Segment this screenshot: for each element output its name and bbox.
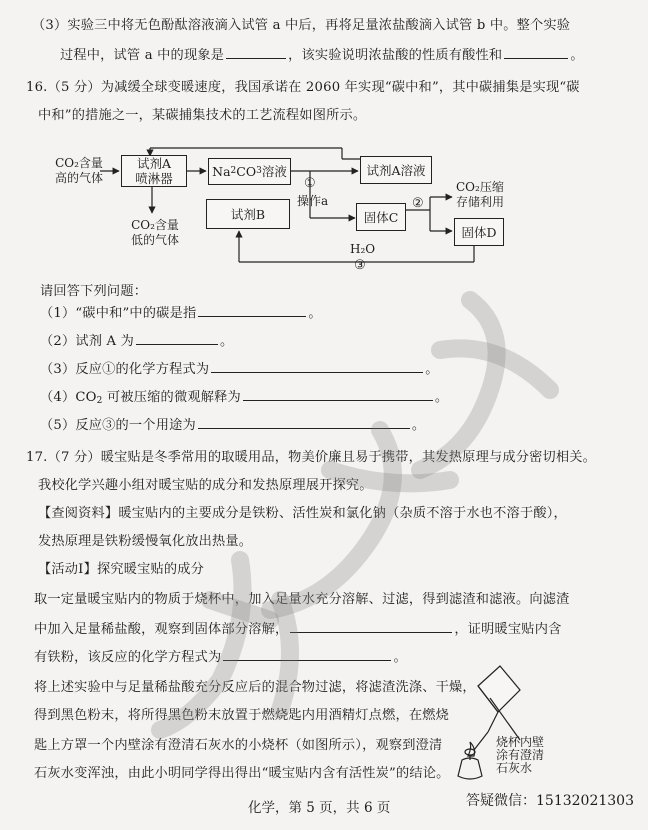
- low-gas-label-a: CO₂含量: [131, 218, 179, 232]
- spray-box-line-a: 试剂A: [136, 156, 172, 171]
- co2-storage-label: [456, 180, 504, 210]
- q16-sub5: [40, 414, 425, 433]
- reagent-b-box: 试剂B: [206, 199, 290, 229]
- operation-a-label: 操作a: [297, 194, 329, 208]
- q17-p2-text-a: 中加入足量稀盐酸，观察到固体部分溶解，: [34, 622, 289, 637]
- q17-para2-line3: 匙上方罩一个内壁涂有澄清石灰水的小烧杯（如图所示），观察到澄清: [34, 738, 443, 753]
- q17-p3-text-b: 。: [393, 650, 407, 665]
- low-gas-label-b: 低的气体: [130, 233, 179, 247]
- solution-a-box: 试剂A溶液: [360, 156, 432, 184]
- q16-intro-line2: 中和”的措施之一，某碳捕集技术的工艺流程如图所示。: [38, 108, 367, 123]
- spray-box-line-b: 喷淋器: [135, 171, 173, 186]
- q16-sub1-period: 。: [308, 306, 322, 321]
- q16-sub3: [40, 358, 439, 377]
- q16-sub4: [40, 386, 448, 406]
- input-gas-label: [50, 156, 108, 186]
- answer-blank[interactable]: [243, 386, 433, 401]
- q16-sub4-text-a: （4）CO: [40, 390, 97, 405]
- q16-sub2-period: 。: [220, 334, 234, 349]
- q17-p3-text-a: 有铁粉，该反应的化学方程式为: [34, 650, 222, 665]
- q16-sub1: [40, 302, 322, 321]
- q16-sub4-sub: 2: [96, 396, 103, 406]
- answer-blank[interactable]: [223, 646, 391, 661]
- answer-blank[interactable]: [290, 618, 452, 633]
- q16-prompt: 请回答下列问题：: [40, 284, 148, 299]
- q17-p2-text-b: ，证明暖宝贴内含: [454, 622, 562, 637]
- answer-blank[interactable]: [211, 358, 423, 373]
- q17-para1-line1: 取一定量暖宝贴内的物质于烧杯中，加入足量水充分溶解、过滤，得到滤渣和滤液。向滤渣: [34, 592, 570, 607]
- beaker-label: [496, 736, 544, 775]
- q16-sub4-text-b: 可被压缩的微观解释为: [102, 390, 241, 405]
- q16-sub5-text: （5）反应③的一个用途为: [40, 418, 196, 433]
- step-2-label: ②: [412, 196, 424, 211]
- answer-blank[interactable]: [198, 302, 306, 317]
- beaker-label-c: 石灰水: [496, 761, 533, 775]
- beaker-label-a: 烧杯内壁: [496, 735, 545, 749]
- q17-ref-line1: 【查阅资料】暖宝贴内的主要成分是铁粉、活性炭和氯化钠（杂质不溶于水也不溶于酸），: [38, 506, 567, 521]
- input-gas-label-b: 高的气体: [54, 171, 103, 185]
- q17-intro-line1: 17.（7 分）暖宝贴是冬季常用的取暖用品，物美价廉且易于携带，其发热原理与成分密切相关。: [26, 450, 597, 465]
- q16-sub2: [40, 330, 233, 349]
- page-footer: 化学，第 5 页，共 6 页: [248, 800, 391, 816]
- step-1-label: ①: [304, 176, 316, 191]
- q17-para2-line4: 石灰水变浑浊，由此小明同学得出得出“暖宝贴内含有活性炭”的结论。: [34, 766, 450, 781]
- q16-sub3-period: 。: [425, 362, 439, 377]
- q15-3-text-c: 。: [570, 48, 584, 63]
- low-gas-label: [130, 218, 180, 248]
- q17-para2-line2: 得到黑色粉末，将所得黑色粉末放置于燃烧匙内用酒精灯点燃，在燃烧: [34, 708, 450, 723]
- q16-sub3-text: （3）反应①的化学方程式为: [40, 362, 210, 377]
- q16-sub2-text: （2）试剂 A 为: [40, 334, 135, 349]
- na2co3-sub1: 2: [230, 166, 237, 176]
- na2co3-box: [208, 158, 291, 185]
- q16-sub1-text: （1）“碳中和”中的碳是指: [40, 306, 197, 321]
- q16-sub4-period: 。: [434, 390, 449, 405]
- co2-storage-label-a: CO₂压缩: [456, 180, 504, 194]
- answer-blank[interactable]: [136, 330, 218, 345]
- q17-para2-line1: 将上述实验中与足量稀盐酸充分反应后的混合物过滤，将滤渣洗涤、干燥，: [34, 680, 476, 695]
- contact-footer: 答疑微信：15132021303: [466, 793, 634, 809]
- q16-sub5-period: 。: [411, 418, 426, 433]
- na2co3-na: Na: [212, 164, 231, 179]
- na2co3-solution: 溶液: [261, 164, 287, 179]
- q17-para1-line3: [34, 646, 407, 665]
- q16-intro-line1: 16.（5 分）为减缓全球变暖速度，我国承诺在 2060 年实现“碳中和”，其中碳捕集是实现“碳: [26, 80, 580, 95]
- q15-3-text-b: ，该实验说明浓盐酸的性质有酸性和: [288, 48, 503, 63]
- q17-activity-1-title: 【活动Ⅰ】探究暖宝贴的成分: [38, 562, 205, 577]
- q17-ref-line2: 发热原理是铁粉缓慢氧化放出热量。: [38, 534, 253, 549]
- input-gas-label-a: CO₂含量: [55, 156, 103, 170]
- beaker-label-b: 涂有澄清: [496, 748, 545, 762]
- spray-box: [121, 155, 187, 187]
- solid-d-box: 固体D: [454, 218, 504, 246]
- solid-c-box: 固体C: [356, 203, 406, 231]
- step-3-label: ③: [354, 258, 366, 273]
- q17-intro-line2: 我校化学兴趣小组对暖宝贴的成分和发热原理展开探究。: [38, 478, 373, 493]
- q15-3-line1: （3）实验三中将无色酚酞溶液滴入试管 a 中后，再将足量浓盐酸滴入试管 b 中。整个实验: [32, 18, 571, 33]
- answer-blank[interactable]: [198, 414, 410, 429]
- na2co3-co: CO: [236, 164, 257, 179]
- water-label: H₂O: [350, 242, 376, 256]
- q15-3-text-a: 过程中，试管 a 中的现象是: [60, 48, 225, 63]
- co2-storage-label-b: 存储利用: [456, 195, 505, 209]
- q17-para1-line2: [34, 618, 561, 637]
- na2co3-sub2: 3: [256, 166, 262, 176]
